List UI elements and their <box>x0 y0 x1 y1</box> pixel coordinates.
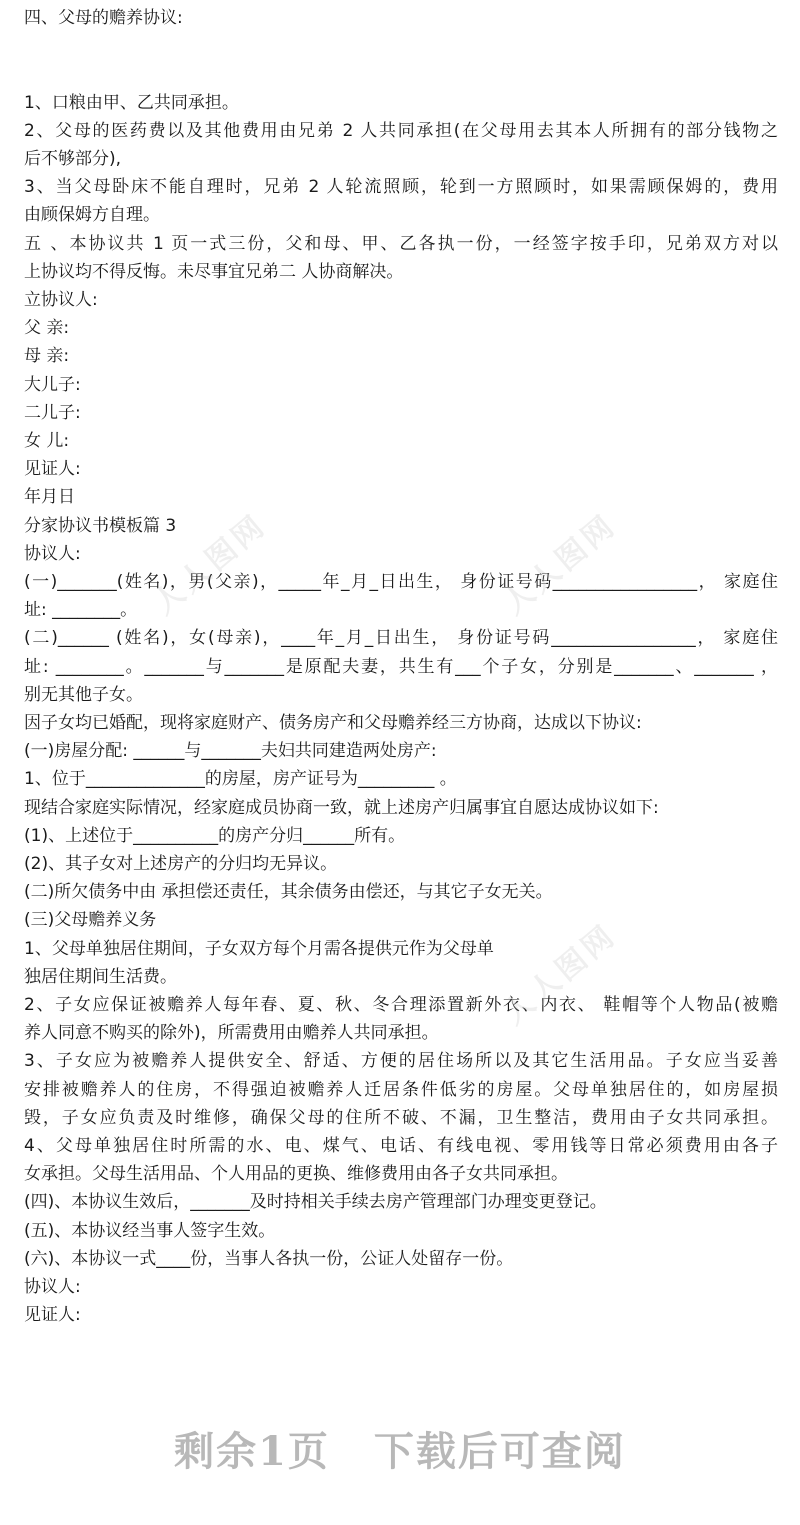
document-line: 协议人: <box>24 543 81 564</box>
document-line: 四、父母的赡养协议: <box>24 8 183 28</box>
document-line: 1、位于______________的房屋，房产证号为_________ 。 <box>24 769 457 790</box>
document-line: (四)、本协议生效后，_______及时持相关手续去房产管理部门办理变更登记。 <box>24 1192 607 1213</box>
document-line: 因子女均已婚配，现将家庭财产、债务房产和父母赡养经三方协商，达成以下协议: <box>24 713 642 733</box>
document-line: 协议人: <box>24 1277 81 1297</box>
document-line: 五 、本协议共 1 页一式三份，父和母、甲、乙各执一份，一经签字按手印，兄弟双方对以 <box>24 233 778 254</box>
document-line: 大儿子: <box>24 374 81 395</box>
document-line: 女承担。父母生活用品、个人用品的更换、维修费用由各子女共同承担。 <box>24 1164 568 1185</box>
document-line: 由顾保姆方自理。 <box>24 205 160 226</box>
watermark-3: 人人图网 <box>496 917 624 1032</box>
document-line: 毁，子女应负责及时维修，确保父母的住所不破、不漏，卫生整洁，费用由子女共同承担。 <box>24 1107 778 1128</box>
download-to-view-text: 下载后可查阅 <box>373 1428 626 1475</box>
document-line: 年月日 <box>24 487 75 508</box>
document-line: (2)、其子女对上述房产的分归均无异议。 <box>24 854 338 874</box>
document-line: 1、口粮由甲、乙共同承担。 <box>24 92 239 113</box>
document-line: 女 儿: <box>24 431 70 451</box>
document-line: 安排被赡养人的住房，不得强迫被赡养人迁居条件低劣的房屋。父母单独居住的，如房屋损 <box>24 1079 778 1100</box>
document-line: 现结合家庭实际情况，经家庭成员协商一致，就上述房产归属事宜自愿达成协议如下: <box>24 797 659 818</box>
document-line: 二儿子: <box>24 402 81 423</box>
document-line: 址: ________。 <box>24 600 138 621</box>
document-line: (1)、上述位于__________的房产分归______所有。 <box>24 825 406 846</box>
document-line: 1、父母单独居住期间，子女双方每个月需各提供元作为父母单 <box>24 938 494 959</box>
watermark-1: 人人图网 <box>146 507 274 622</box>
document-line: (一)房屋分配: ______与_______夫妇共同建造两处房产: <box>24 741 437 762</box>
watermark-2: 人人图网 <box>496 507 624 622</box>
document-line: (六)、本协议一式____份，当事人各执一份，公证人处留存一份。 <box>24 1248 514 1269</box>
document-line: 3、子女应为被赡养人提供安全、舒适、方便的居住场所以及其它生活用品。子女应当妥善 <box>24 1051 778 1072</box>
document-line: 4、父母单独居住时所需的水、电、煤气、电话、有线电视、零用钱等日常必须费用由各子 <box>24 1136 778 1156</box>
document-line: 见证人: <box>24 459 81 480</box>
document-line: 3、当父母卧床不能自理时，兄弟 2 人轮流照顾，轮到一方照顾时，如果需顾保姆的，费用 <box>24 177 778 198</box>
document-line: 址: ________。_______与_______是原配夫妻，共生有___个子女，分别是_______、_______ ， <box>24 656 778 677</box>
document-line <box>24 60 778 88</box>
document-line: 2、子女应保证被赡养人每年春、夏、秋、冬合理添置新外衣、内衣、 鞋帽等个人物品(被赡 <box>24 995 778 1015</box>
document-line: 别无其他子女。 <box>24 684 143 705</box>
remaining-pages-text: 剩余1页 <box>174 1428 330 1475</box>
document-line: 见证人: <box>24 1305 81 1326</box>
remaining-pages-banner[interactable] <box>0 1420 800 1477</box>
document-line: (一)_______(姓名)，男(父亲)，_____年_月_日出生， 身份证号码_________________， 家庭住 <box>24 572 778 592</box>
document-line: (三)父母赡养义务 <box>24 910 157 931</box>
document-line: 上协议均不得反悔。未尽事宜兄弟二 人协商解决。 <box>24 261 404 282</box>
document-line: 后不够部分), <box>24 149 122 169</box>
document-line: 立协议人: <box>24 290 98 310</box>
document-line: 分家协议书模板篇 3 <box>24 515 177 536</box>
document-line: 养人同意不购买的除外)，所需费用由赡养人共同承担。 <box>24 1023 439 1044</box>
document-line: (五)、本协议经当事人签字生效。 <box>24 1220 276 1241</box>
document-line: 2、父母的医药费以及其他费用由兄弟 2 人共同承担(在父母用去其本人所拥有的部分钱物之 <box>24 120 778 141</box>
document-line: (二)______ (姓名)，女(母亲)，____年_月_日出生， 身份证号码_________________， 家庭住 <box>24 628 778 649</box>
document-line: (二)所欠债务中由 承担偿还责任，其余债务由偿还，与其它子女无关。 <box>24 882 553 903</box>
document-line: 父 亲: <box>24 318 70 339</box>
document-line <box>24 32 778 60</box>
document-line: 母 亲: <box>24 346 70 367</box>
document-line: 独居住期间生活费。 <box>24 966 177 987</box>
